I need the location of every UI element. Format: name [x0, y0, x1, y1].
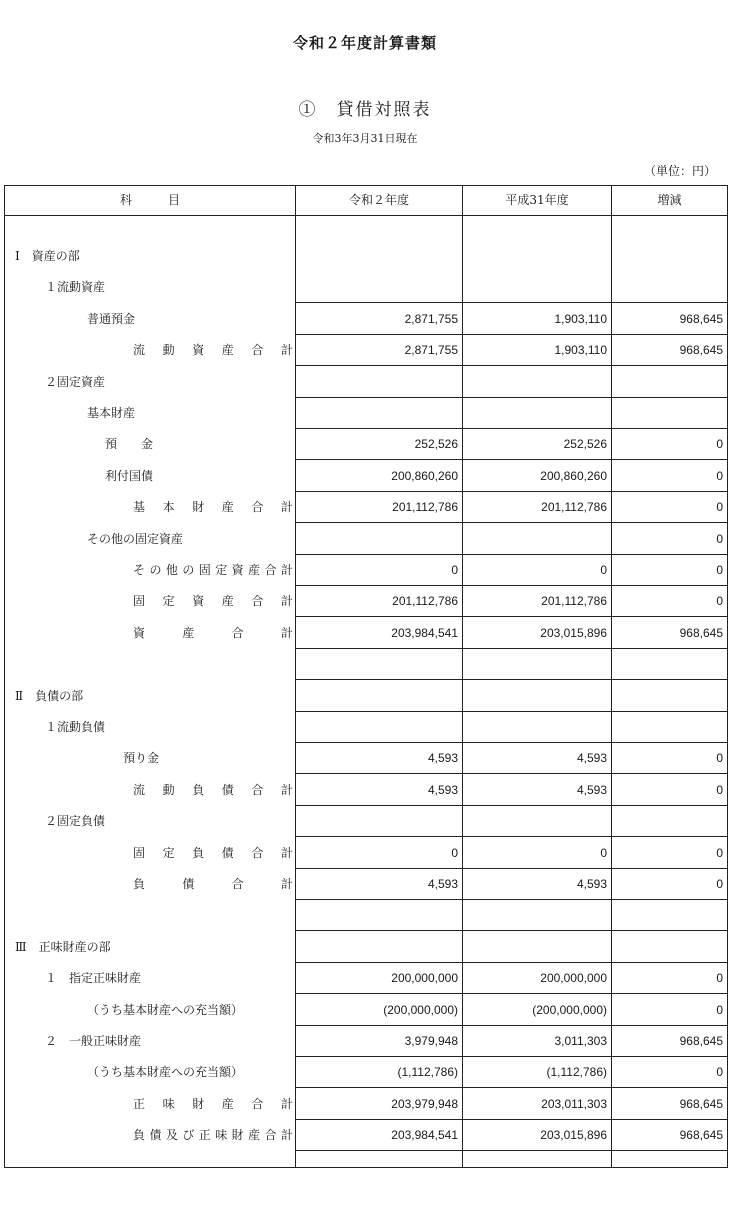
change-value — [612, 932, 727, 963]
row-label: １流動負債 — [45, 720, 106, 734]
change-value: 968,645 — [612, 335, 727, 366]
row-label: 基本財産 — [87, 406, 136, 420]
current-year-value: (1,112,786) — [296, 1057, 462, 1088]
table-row — [5, 367, 727, 398]
row-label: 利付国債 — [105, 469, 154, 483]
current-year-value — [296, 367, 462, 398]
previous-year-value: 200,000,000 — [463, 963, 611, 994]
table-row — [5, 1120, 727, 1151]
current-year-value: 4,593 — [296, 869, 462, 900]
row-label: Ⅰ 資産の部 — [15, 249, 80, 263]
change-value: 0 — [612, 838, 727, 869]
previous-year-value: 203,011,303 — [463, 1089, 611, 1120]
previous-year-value: (200,000,000) — [463, 995, 611, 1026]
table-row — [5, 304, 727, 335]
change-value — [612, 367, 727, 398]
row-label: １流動資産 — [45, 280, 106, 294]
previous-year-value: 252,526 — [463, 429, 611, 460]
table-row — [5, 963, 727, 994]
previous-year-value: 4,593 — [463, 743, 611, 774]
previous-year-value — [463, 932, 611, 963]
change-value: 968,645 — [612, 618, 727, 649]
row-label: 流動資産合計 — [133, 343, 293, 357]
previous-year-value — [463, 524, 611, 555]
row-label: 固定資産合計 — [133, 594, 293, 608]
header-account: 科 目 — [119, 193, 180, 207]
current-year-value: 203,979,948 — [296, 1089, 462, 1120]
change-value: 0 — [612, 555, 727, 586]
table-row — [5, 492, 727, 523]
table-row — [5, 555, 727, 586]
change-value — [612, 241, 727, 272]
row-label: その他の固定資産 — [87, 532, 184, 546]
current-year-value: 252,526 — [296, 429, 462, 460]
row-label: ２固定資産 — [45, 375, 106, 389]
balance-sheet-table — [4, 185, 728, 1168]
current-year-value: 0 — [296, 555, 462, 586]
previous-year-value: 203,015,896 — [463, 618, 611, 649]
change-value: 0 — [612, 429, 727, 460]
table-row — [5, 806, 727, 837]
change-value: 0 — [612, 995, 727, 1026]
row-label: 基本財産合計 — [133, 500, 293, 514]
change-value: 0 — [612, 461, 727, 492]
table-row — [5, 524, 727, 555]
row-label: Ⅱ 負債の部 — [15, 689, 84, 703]
previous-year-value: 200,860,260 — [463, 461, 611, 492]
table-row — [5, 900, 727, 931]
change-value: 0 — [612, 524, 727, 555]
change-value: 968,645 — [612, 1089, 727, 1120]
previous-year-value — [463, 272, 611, 303]
change-value — [612, 272, 727, 303]
current-year-value — [296, 398, 462, 429]
row-label: その他の固定資産合計 — [133, 563, 293, 577]
table-row — [5, 932, 727, 963]
change-value: 0 — [612, 1057, 727, 1088]
table-row — [5, 869, 727, 900]
change-value — [612, 398, 727, 429]
row-label: 普通預金 — [87, 312, 136, 326]
as-of-date: 令和3年3月31日現在 — [312, 132, 418, 145]
current-year-value: 200,860,260 — [296, 461, 462, 492]
previous-year-value — [463, 712, 611, 743]
table-row — [5, 838, 727, 869]
document-title: 令和２年度計算書類 — [292, 34, 437, 52]
row-label: Ⅲ 正味財産の部 — [15, 940, 111, 954]
row-label: ２ 一般正味財産 — [45, 1034, 142, 1048]
current-year-value — [296, 900, 462, 931]
row-label: １ 指定正味財産 — [45, 971, 142, 985]
header-current-year: 令和２年度 — [348, 193, 409, 207]
header-divider — [5, 215, 727, 216]
previous-year-value: 1,903,110 — [463, 335, 611, 366]
current-year-value — [296, 932, 462, 963]
previous-year-value: 201,112,786 — [463, 492, 611, 523]
table-row — [5, 1089, 727, 1120]
previous-year-value: 0 — [463, 838, 611, 869]
header-change: 増減 — [657, 193, 682, 207]
current-year-value: 3,979,948 — [296, 1026, 462, 1057]
table-row — [5, 398, 727, 429]
table-row — [5, 429, 727, 460]
table-row — [5, 712, 727, 743]
change-value — [612, 712, 727, 743]
header-previous-year: 平成31年度 — [505, 193, 569, 207]
current-year-value — [296, 241, 462, 272]
change-value — [612, 681, 727, 712]
statement-title: ① 貸借対照表 — [298, 100, 432, 120]
row-label: 資産合計 — [133, 626, 293, 640]
change-value: 968,645 — [612, 1120, 727, 1151]
current-year-value: 0 — [296, 838, 462, 869]
previous-year-value: 4,593 — [463, 869, 611, 900]
row-label: 正味財産合計 — [133, 1097, 293, 1111]
table-row — [5, 649, 727, 680]
current-year-value: 201,112,786 — [296, 492, 462, 523]
previous-year-value — [463, 367, 611, 398]
row-label: 固定負債合計 — [133, 846, 293, 860]
change-value: 0 — [612, 869, 727, 900]
row-label: 負債合計 — [133, 877, 293, 891]
current-year-value: 2,871,755 — [296, 335, 462, 366]
current-year-value: 4,593 — [296, 743, 462, 774]
change-value — [612, 806, 727, 837]
change-value: 0 — [612, 743, 727, 774]
current-year-value: 200,000,000 — [296, 963, 462, 994]
current-year-value: (200,000,000) — [296, 995, 462, 1026]
table-row — [5, 775, 727, 806]
previous-year-value: 201,112,786 — [463, 586, 611, 617]
current-year-value — [296, 712, 462, 743]
row-label: 負債及び正味財産合計 — [133, 1128, 293, 1142]
current-year-value: 201,112,786 — [296, 586, 462, 617]
table-row — [5, 681, 727, 712]
change-value: 0 — [612, 963, 727, 994]
table-row — [5, 743, 727, 774]
previous-year-value: (1,112,786) — [463, 1057, 611, 1088]
current-year-value — [296, 806, 462, 837]
table-row — [5, 461, 727, 492]
previous-year-value — [463, 806, 611, 837]
current-year-value — [296, 649, 462, 680]
previous-year-value — [463, 241, 611, 272]
previous-year-value — [463, 681, 611, 712]
current-year-value: 4,593 — [296, 775, 462, 806]
table-row — [5, 618, 727, 649]
current-year-value — [296, 272, 462, 303]
current-year-value: 203,984,541 — [296, 1120, 462, 1151]
previous-year-value: 1,903,110 — [463, 304, 611, 335]
previous-year-value: 3,011,303 — [463, 1026, 611, 1057]
current-year-value — [296, 681, 462, 712]
row-label: 預 金 — [105, 437, 154, 451]
table-row — [5, 335, 727, 366]
current-year-value: 2,871,755 — [296, 304, 462, 335]
table-row — [5, 1026, 727, 1057]
change-value: 968,645 — [612, 1026, 727, 1057]
row-label: 預り金 — [123, 751, 160, 765]
previous-year-value — [463, 649, 611, 680]
row-label: （うち基本財産への充当額） — [87, 1003, 244, 1017]
row-label: （うち基本財産への充当額） — [87, 1065, 244, 1079]
table-row — [5, 272, 727, 303]
current-year-value — [296, 524, 462, 555]
row-label: ２固定負債 — [45, 814, 106, 828]
unit-label: （単位：円） — [643, 164, 716, 178]
change-value: 0 — [612, 492, 727, 523]
table-row — [5, 995, 727, 1026]
change-value — [612, 900, 727, 931]
change-value: 0 — [612, 775, 727, 806]
change-value: 0 — [612, 586, 727, 617]
table-row — [5, 1057, 727, 1088]
table-row — [5, 586, 727, 617]
change-value: 968,645 — [612, 304, 727, 335]
previous-year-value — [463, 900, 611, 931]
previous-year-value — [463, 398, 611, 429]
row-label: 流動負債合計 — [133, 783, 293, 797]
current-year-value: 203,984,541 — [296, 618, 462, 649]
previous-year-value: 203,015,896 — [463, 1120, 611, 1151]
previous-year-value: 4,593 — [463, 775, 611, 806]
table-row — [5, 241, 727, 272]
previous-year-value: 0 — [463, 555, 611, 586]
change-value — [612, 649, 727, 680]
